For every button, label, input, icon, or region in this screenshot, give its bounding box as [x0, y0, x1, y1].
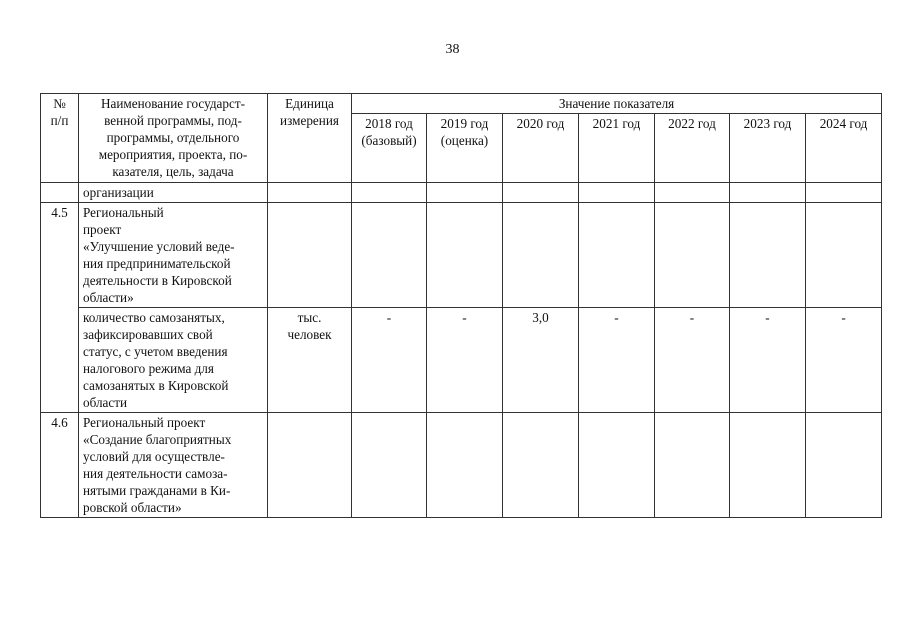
- table-cell: [579, 203, 655, 308]
- year-note: (оценка): [440, 133, 489, 148]
- table-cell: [806, 203, 882, 308]
- project-name-line: ния деятельности самоза-: [83, 466, 228, 481]
- indicator-name-line: количество самозанятых,: [83, 310, 225, 325]
- header-year-2021: [579, 114, 655, 183]
- project-name-line: ния предпринимательской: [83, 256, 231, 271]
- year-note: (базовый): [361, 133, 417, 148]
- indicators-table: [40, 93, 882, 518]
- table-cell: [268, 183, 352, 203]
- table-cell: [41, 183, 79, 203]
- header-value-group: Значение показателя: [352, 94, 882, 114]
- header-num: [41, 94, 79, 183]
- table-cell: [352, 183, 427, 203]
- header-year-2020: [503, 114, 579, 183]
- table-cell: [268, 413, 352, 518]
- org-continuation-cell: организации: [79, 183, 268, 203]
- header-name-line: мероприятия, проекта, по-: [98, 147, 248, 162]
- year-label: 2022 год: [668, 116, 716, 131]
- table-row-indicator: [41, 308, 882, 413]
- project-word: Региональный: [83, 205, 164, 220]
- header-name-line: казателя, цель, задача: [112, 164, 234, 179]
- year-label: 2024 год: [819, 116, 868, 131]
- row-number: 4.6: [41, 413, 79, 518]
- year-label: 2018 год: [365, 116, 413, 131]
- table-cell: [352, 203, 427, 308]
- table-cell: [655, 203, 730, 308]
- indicator-unit-cell: [268, 308, 352, 413]
- indicator-name-line: области: [83, 395, 128, 410]
- value-2024: -: [806, 308, 882, 413]
- table-row-4-5: [41, 203, 882, 308]
- year-label: 2021 год: [592, 116, 641, 131]
- header-name-line: венной программы, под-: [104, 113, 242, 128]
- header-num-line1: №: [53, 96, 66, 111]
- header-unit-line1: Единица: [285, 96, 334, 111]
- header-unit: [268, 94, 352, 183]
- project-name-line: Региональный проект: [83, 415, 206, 430]
- header-name-line: программы, отдельного: [106, 130, 240, 145]
- value-2018: -: [352, 308, 427, 413]
- table-cell: [730, 203, 806, 308]
- project-name-line: «Улучшение условий веде-: [83, 239, 235, 254]
- year-label: 2019 год: [440, 116, 489, 131]
- project-name-line: области»: [83, 290, 134, 305]
- unit-line2: человек: [287, 327, 332, 342]
- row-number: 4.5: [41, 203, 79, 413]
- indicator-name-line: налогового режима для: [83, 361, 214, 376]
- header-year-2018: [352, 114, 427, 183]
- indicator-name-cell: [79, 308, 268, 413]
- table-cell: [730, 183, 806, 203]
- table-cell: [806, 183, 882, 203]
- header-year-2022: [655, 114, 730, 183]
- table-cell: [806, 413, 882, 518]
- header-year-2023: [730, 114, 806, 183]
- indicator-name-line: самозанятых в Кировской: [83, 378, 229, 393]
- indicator-name-line: статус, с учетом введения: [83, 344, 228, 359]
- table-cell: [503, 183, 579, 203]
- table-cell: [655, 413, 730, 518]
- project-name-cell: [79, 203, 268, 308]
- value-2021: -: [579, 308, 655, 413]
- project-word: проект: [83, 222, 122, 237]
- project-name-line: нятыми гражданами в Ки-: [83, 483, 231, 498]
- table-cell: [503, 413, 579, 518]
- table-cell: [427, 183, 503, 203]
- header-name-line: Наименование государст-: [100, 96, 246, 111]
- table-cell: [427, 203, 503, 308]
- table-cell: [268, 203, 352, 308]
- project-name-line: условий для осуществле-: [83, 449, 225, 464]
- value-2022: -: [655, 308, 730, 413]
- value-2019: -: [427, 308, 503, 413]
- table-cell: [579, 413, 655, 518]
- header-row-1: [41, 94, 882, 114]
- table-cell: [655, 183, 730, 203]
- year-label: 2023 год: [743, 116, 792, 131]
- project-name-line: «Создание благоприятных: [83, 432, 232, 447]
- header-year-2024: [806, 114, 882, 183]
- page-number: 38: [445, 42, 460, 57]
- indicator-name-line: зафиксировавших свой: [83, 327, 213, 342]
- year-label: 2020 год: [516, 116, 565, 131]
- project-name-line: деятельности в Кировской: [83, 273, 232, 288]
- value-2023: -: [730, 308, 806, 413]
- project-name-line: [83, 204, 263, 238]
- unit-line1: тыс.: [297, 310, 322, 325]
- table-cell: [730, 413, 806, 518]
- table-cell: [427, 413, 503, 518]
- project-name-line: ровской области»: [83, 500, 182, 515]
- table-cell: [503, 203, 579, 308]
- value-2020: 3,0: [503, 308, 579, 413]
- header-num-line2: п/п: [50, 113, 69, 128]
- header-name: [79, 94, 268, 183]
- table-cell: [352, 413, 427, 518]
- project-name-cell: [79, 413, 268, 518]
- header-year-2019: [427, 114, 503, 183]
- table-cell: [579, 183, 655, 203]
- table-row-4-6: [41, 413, 882, 518]
- header-unit-line2: измерения: [280, 113, 339, 128]
- table-row: [41, 183, 882, 203]
